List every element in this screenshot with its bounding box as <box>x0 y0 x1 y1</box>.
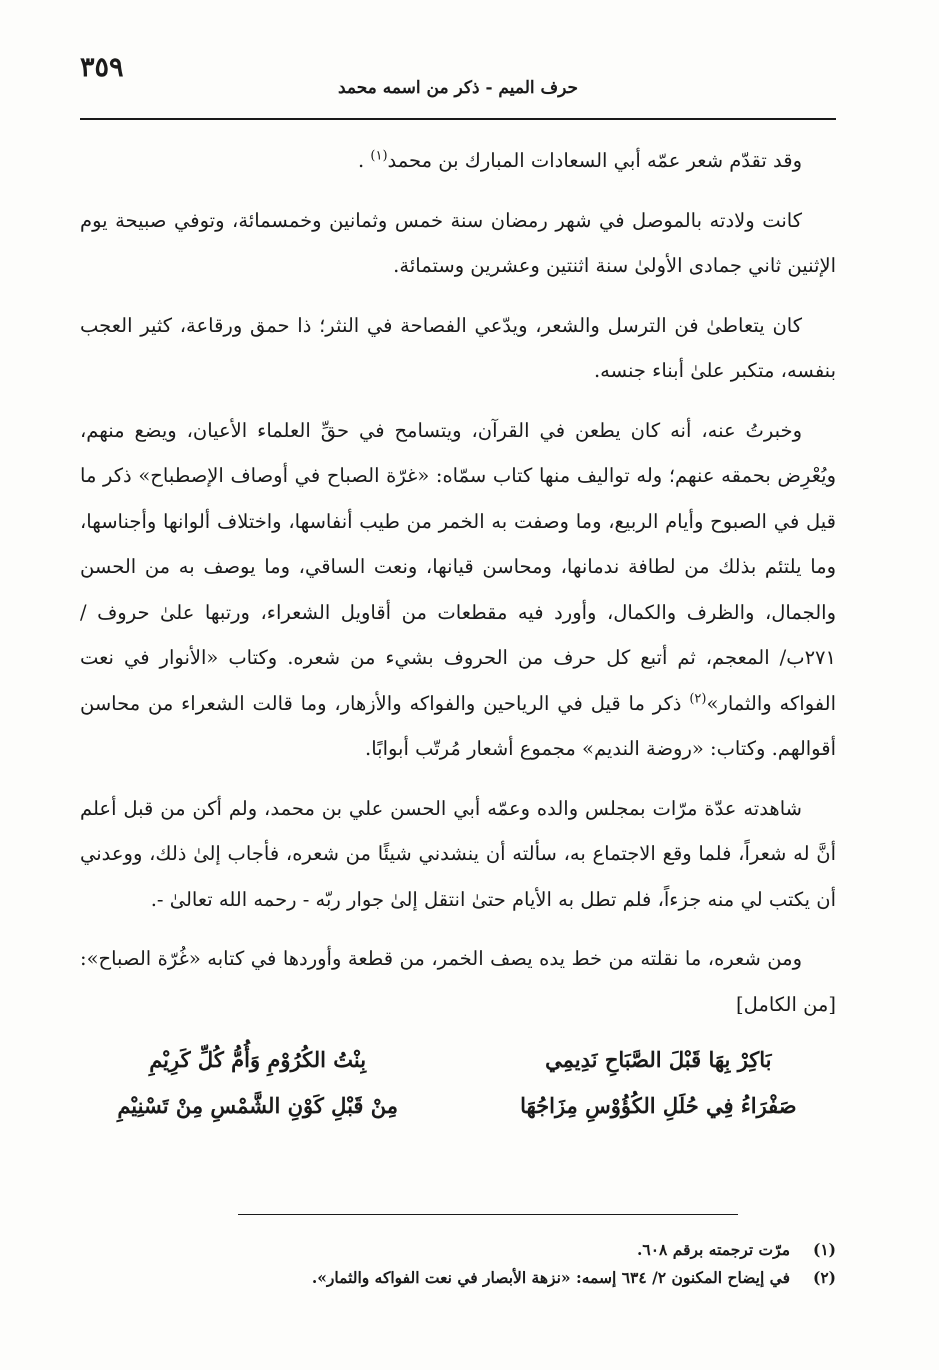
poem <box>80 1037 836 1129</box>
paragraph: شاهدته عدّة مرّات بمجلس والده وعمّه أبي الحسن علي بن محمد، ولم أكن من قبل أعلم أنَّ له شعراً، فلما وقع الاجتماع به، سألته أن ينشدني شيئًا من شعره، فأجاب إلىٰ ذلك، ووعدني أن يكتب لي منه جزءاً، فلم تطل به الأيام حتىٰ انتقل إلىٰ جوار ربّه - رحمه الله تعالىٰ -. <box>80 796 836 911</box>
footnote-number: (٢) <box>812 1268 836 1287</box>
paragraph: كان يتعاطىٰ فن الترسل والشعر، ويدّعي الفصاحة في النثر؛ ذا حمق ورقاعة، كثير العجب بنفسه، متكبر علىٰ أبناء جنسه. <box>80 313 836 382</box>
verse-line <box>80 1037 836 1083</box>
running-head: حرف الميم - ذكر من اسمه محمد <box>337 78 579 98</box>
verse-first-hemistich: صَفْرَاءُ فِي حُلَلِ الكُؤُوْسِ مِزَاجُهَا <box>520 1093 797 1118</box>
page-number: ٣٥٩ <box>80 52 124 83</box>
paragraph: كانت ولادته بالموصل في شهر رمضان سنة خمس وثمانين وخمسمائة، وتوفي صبيحة يوم الإثنين ثاني جمادى الأولىٰ سنة اثنتين وعشرين وستمائة. <box>80 208 836 277</box>
paragraph-text: وخبرتُ عنه، أنه كان يطعن في القرآن، ويتسامح في حقِّ العلماء الأعيان، ويضع منهم، ويُعْرِض بحمقه عنهم؛ وله تواليف منها كتاب سمّاه: «غرّة الصباح في أوصاف الإصطباح» ذكر ما قيل في الصبوح وأيام الربيع، وما وصفت به الخمر من طيب أنفاسها، واختلاف ألوانها وأجناسها، وما يلتئم بذلك من لطافة ندمانها، ومحاسن قيانها، ونعت الساقي، وما يوصف به من الحسن والجمال، والظرف والكمال، وأورد فيه مقطعات من أقاويل الشعراء، ورتبها علىٰ حروف / ٢٧١ب/ المعجم، ثم أتبع كل حرف من الحروف بشيء من شعره. وكتاب «الأنوار في نعت الفواكه والثمار» <box>80 418 837 715</box>
footnote-ref: (١) <box>370 148 388 164</box>
paragraph-text: ذكر ما قيل في الرياحين والفواكه والأزهار، وما قالت الشعراء من محاسن أقوالهم. وكتاب: «روضة النديم» مجموع أشعار مُرتّب أبوابًا. <box>80 691 836 760</box>
footnote-text: في إيضاح المكنون ٢/ ٦٣٤ إسمه: «نزهة الأبصار في نعت الفواكه والثمار». <box>311 1268 790 1287</box>
footnote-divider <box>238 1214 738 1215</box>
footnotes <box>80 1236 836 1292</box>
paragraph: وقد تقدّم شعر عمّه أبي السعادات المبارك بن محمد$^{(١)}$ . <box>358 148 802 172</box>
verse-first-hemistich: بَاكِرْ بِهَا قَبْلَ الصَّبَاحِ نَدِيمِي <box>545 1047 772 1072</box>
verse-second-hemistich: بِنْتُ الكُرُوْمِ وَأُمُّ كُلِّ كَرِيْمِ <box>149 1047 367 1072</box>
paragraph-text: وقد تقدّم شعر عمّه أبي السعادات المبارك بن محمد <box>387 149 802 172</box>
footnote-ref: (٢) <box>689 691 707 706</box>
body-text <box>80 138 836 1129</box>
footnote <box>80 1236 836 1264</box>
paragraph <box>80 408 836 772</box>
page-header <box>80 52 836 120</box>
paragraph: ومن شعره، ما نقلته من خط يده يصف الخمر، من قطعة وأوردها في كتابه «غُرّة الصباح»: [من الكامل] <box>80 947 836 1016</box>
book-page <box>80 52 836 1352</box>
verse-line <box>80 1083 836 1129</box>
footnote <box>80 1264 836 1292</box>
footnote-text: مرّت ترجمته برقم ٦٠٨. <box>636 1240 790 1259</box>
footnote-number: (١) <box>812 1240 836 1259</box>
verse-second-hemistich: مِنْ قَبْلِ كَوْنِ الشَّمْسِ مِنْ تَسْنِيْمِ <box>117 1093 398 1118</box>
